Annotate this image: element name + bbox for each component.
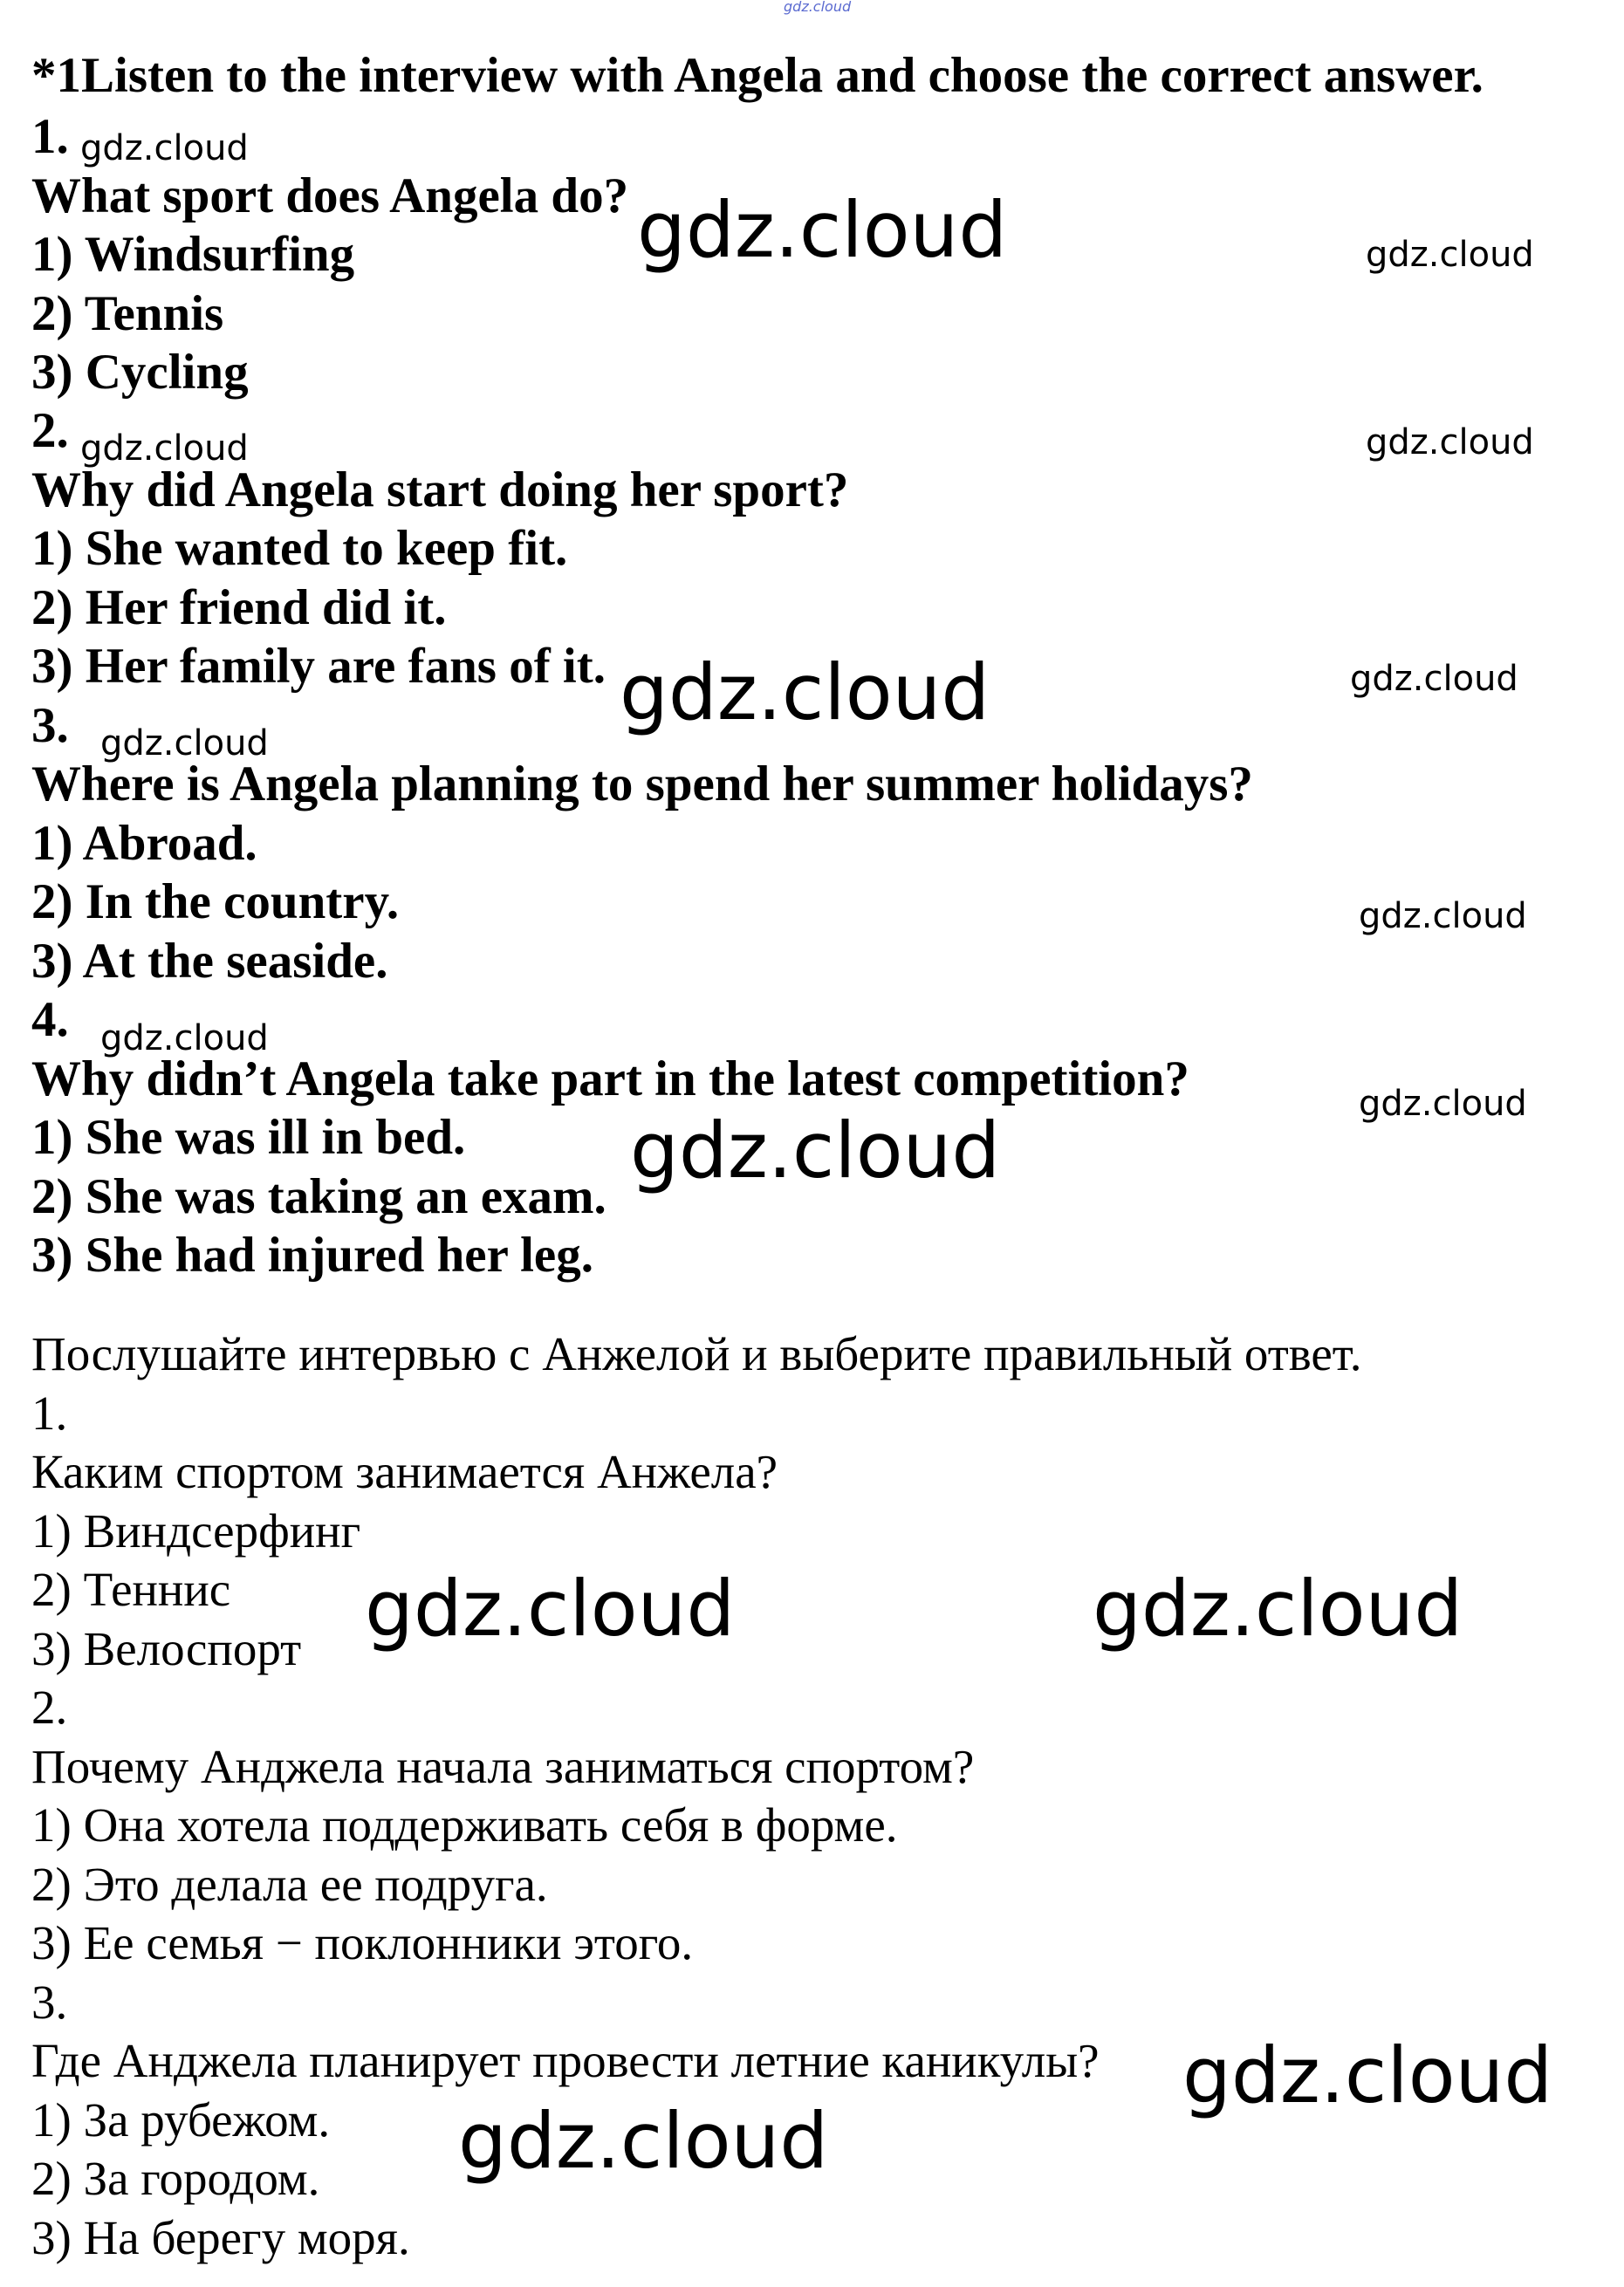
question-text: What sport does Angela do? bbox=[31, 168, 629, 223]
question-number: 3. bbox=[31, 698, 69, 753]
question-text: Где Анджела планирует провести летние каникулы? bbox=[31, 2034, 1100, 2087]
answer-option: 2) За городом. bbox=[31, 2152, 320, 2205]
watermark: gdz.cloud bbox=[620, 647, 990, 737]
answer-option: 1) She was ill in bed. bbox=[31, 1110, 466, 1165]
answer-option: 3) She had injured her leg. bbox=[31, 1228, 593, 1283]
translation-heading: Послушайте интервью с Анжелой и выберите правильный ответ. bbox=[31, 1327, 1362, 1380]
watermark: gdz.cloud bbox=[80, 428, 249, 469]
watermark: gdz.cloud bbox=[1359, 1084, 1527, 1124]
answer-option: 2) Tennis bbox=[31, 286, 224, 341]
question-text: Where is Angela planning to spend her summer holidays? bbox=[31, 757, 1253, 811]
question-number: 2. bbox=[31, 403, 69, 458]
question-text: Why did Angela start doing her sport? bbox=[31, 462, 849, 517]
watermark: gdz.cloud bbox=[1366, 422, 1534, 462]
question-number: 3. bbox=[31, 1975, 68, 2029]
answer-option: 3) Велоспорт bbox=[31, 1622, 302, 1675]
watermark: gdz.cloud bbox=[365, 1564, 736, 1654]
question-number: 1. bbox=[31, 109, 69, 164]
answer-option: 3) На берегу моря. bbox=[31, 2211, 410, 2264]
answer-option: 2) Теннис bbox=[31, 1563, 231, 1616]
answer-option: 3) Her family are fans of it. bbox=[31, 639, 606, 694]
watermark: gdz.cloud bbox=[637, 185, 1008, 275]
watermark: gdz.cloud bbox=[1366, 235, 1534, 275]
question-text: Why didn’t Angela take part in the latest competition? bbox=[31, 1051, 1189, 1106]
watermark: gdz.cloud bbox=[1359, 896, 1527, 936]
answer-option: 3) Cycling bbox=[31, 345, 249, 400]
question-text: Каким спортом занимается Анжела? bbox=[31, 1445, 778, 1498]
question-text: Почему Анджела начала заниматься спортом? bbox=[31, 1740, 975, 1793]
watermark: gdz.cloud bbox=[458, 2096, 829, 2186]
answer-option: 3) At the seaside. bbox=[31, 934, 388, 989]
answer-option: 1) Abroad. bbox=[31, 816, 257, 871]
question-number: 4. bbox=[31, 992, 69, 1047]
watermark: gdz.cloud bbox=[100, 1018, 269, 1058]
answer-option: 2) Her friend did it. bbox=[31, 580, 447, 635]
answer-option: 2) Это делала ее подруга. bbox=[31, 1858, 548, 1911]
watermark: gdz.cloud bbox=[1093, 1564, 1463, 1654]
watermark: gdz.cloud bbox=[80, 128, 249, 168]
exercise-heading: *1Listen to the interview with Angela and choose the correct answer. bbox=[31, 48, 1484, 103]
watermark: gdz.cloud bbox=[100, 723, 269, 763]
answer-option: 1) За рубежом. bbox=[31, 2093, 331, 2147]
answer-option: 1) She wanted to keep fit. bbox=[31, 521, 568, 576]
answer-option: 1) Виндсерфинг bbox=[31, 1504, 361, 1558]
question-number: 2. bbox=[31, 1681, 68, 1734]
watermark: gdz.cloud bbox=[630, 1106, 1001, 1195]
watermark-top: gdz.cloud bbox=[784, 0, 852, 15]
answer-option: 2) She was taking an exam. bbox=[31, 1169, 606, 1224]
watermark: gdz.cloud bbox=[1350, 659, 1518, 699]
answer-option: 1) Она хотела поддерживать себя в форме. bbox=[31, 1798, 898, 1852]
answer-option: 3) Ее семья − поклонники этого. bbox=[31, 1916, 694, 1969]
answer-option: 2) In the country. bbox=[31, 874, 400, 929]
watermark: gdz.cloud bbox=[1182, 2030, 1553, 2120]
question-number: 1. bbox=[31, 1387, 68, 1440]
answer-option: 1) Windsurfing bbox=[31, 227, 355, 282]
